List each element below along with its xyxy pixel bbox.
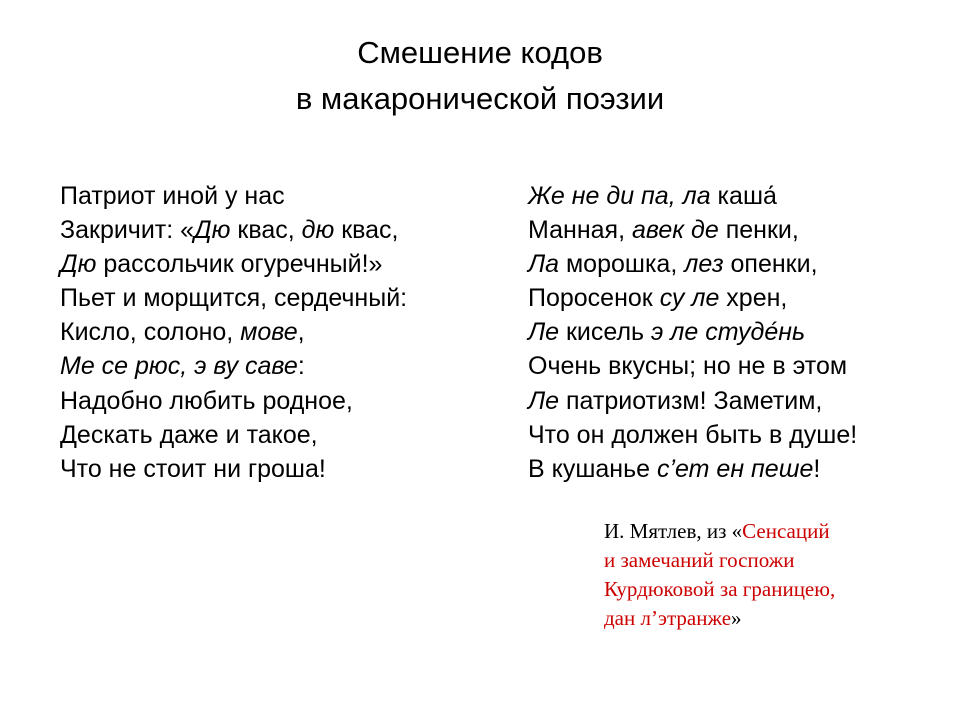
attribution-line (604, 517, 835, 546)
poem-right-text-segment: ! (813, 454, 821, 483)
poem-right-column (528, 179, 857, 486)
attribution-line (604, 604, 835, 633)
attribution-text-segment: » (731, 606, 742, 630)
poem-right-line (528, 452, 857, 486)
poem-right-text-segment: Же не ди па, ла (528, 182, 711, 210)
poem-left-text-segment: : (297, 352, 305, 381)
poem-right-line (528, 384, 857, 418)
poem-left-text-segment: Ме се рюс, э ву саве (60, 352, 298, 381)
poem-left-text-segment: , (297, 318, 305, 347)
poem-left-text-segment: квас, (230, 216, 302, 245)
attribution-text-segment: Сенсаций (742, 519, 830, 543)
attribution-caption (604, 517, 835, 633)
poem-left-text-segment: Закричит: « (60, 216, 195, 245)
poem-left-text-segment: Дескать даже и такое, (60, 420, 318, 449)
title-line-2: в макаронической поэзии (295, 81, 665, 116)
poem-left-line (60, 247, 407, 281)
poem-right-text-segment: морошка, (559, 250, 685, 279)
poem-right-line (528, 213, 857, 247)
poem-right-text-segment: В кушанье (528, 454, 657, 483)
attribution-text-segment: Курдюковой за границею, (604, 577, 836, 601)
poem-right-line (528, 418, 857, 452)
poem-right-line (528, 281, 857, 315)
poem-right-text-segment: лез (684, 250, 724, 279)
attribution-line (604, 546, 835, 575)
poem-right-line (528, 349, 857, 383)
poem-right-text-segment: Ле (528, 318, 560, 347)
poem-left-line (60, 281, 407, 315)
poem-left-column (60, 179, 407, 486)
poem-left-line (60, 315, 407, 349)
poem-left-line (60, 384, 407, 418)
poem-left-text-segment: Патриот иной у нас (60, 182, 285, 210)
poem-right-text-segment: Ла (528, 250, 560, 279)
poem-left-text-segment: Пьет и морщится, сердечный: (60, 284, 408, 313)
attribution-text-segment: И. Мятлев, из « (604, 519, 743, 543)
poem-right-line (528, 315, 857, 349)
poem-left-text-segment: рассольчик огуречный!» (96, 250, 383, 279)
poem-right-text-segment: с’ет ен пеше (656, 454, 814, 483)
attribution-text-segment: и замечаний госпожи (604, 548, 795, 572)
poem-right-text-segment: Поросенок (528, 284, 660, 313)
poem-right-text-segment: кисель (559, 318, 652, 347)
poem-left-text-segment: Дю (194, 216, 231, 245)
slide-title (0, 30, 960, 122)
poem-left-text-segment: Кисло, солоно, (60, 318, 241, 347)
title-line-1: Смешение кодов (357, 35, 603, 70)
poem-left-text-segment: мове (240, 318, 298, 347)
poem-right-line (528, 179, 857, 213)
poem-right-text-segment: Очень вкусны; но не в этом (528, 352, 848, 381)
poem-right-text-segment: Ле (528, 386, 560, 415)
poem-left-line (60, 418, 407, 452)
poem-right-line (528, 247, 857, 281)
poem-left-text-segment: Дю (60, 250, 97, 279)
attribution-text-segment: дан л’этранже (604, 606, 732, 630)
poem-right-text-segment: патриотизм! Заметим, (559, 386, 823, 415)
poem-right-text-segment: Манная, (528, 216, 632, 245)
poem-right-text-segment: опенки, (723, 250, 818, 279)
attribution-line (604, 575, 835, 604)
poem-left-line (60, 452, 407, 486)
poem-left-line (60, 349, 407, 383)
poem-right-text-segment: э ле студе́нь (651, 318, 806, 347)
poem-left-line (60, 213, 407, 247)
poem-right-text-segment: авек де (631, 216, 719, 245)
poem-right-text-segment: су ле (659, 284, 720, 313)
poem-right-text-segment: каша́ (710, 182, 777, 210)
poem-left-line (60, 179, 407, 213)
poem-right-text-segment: хрен, (719, 284, 788, 313)
poem-left-text-segment: дю (301, 216, 335, 245)
poem-right-text-segment: пенки, (718, 216, 799, 245)
poem-left-text-segment: Что не стоит ни гроша! (60, 454, 326, 483)
poem-left-text-segment: квас, (334, 216, 399, 245)
poem-right-text-segment: Что он должен быть в душе! (528, 420, 858, 449)
poem-left-text-segment: Надобно любить родное, (60, 386, 353, 415)
